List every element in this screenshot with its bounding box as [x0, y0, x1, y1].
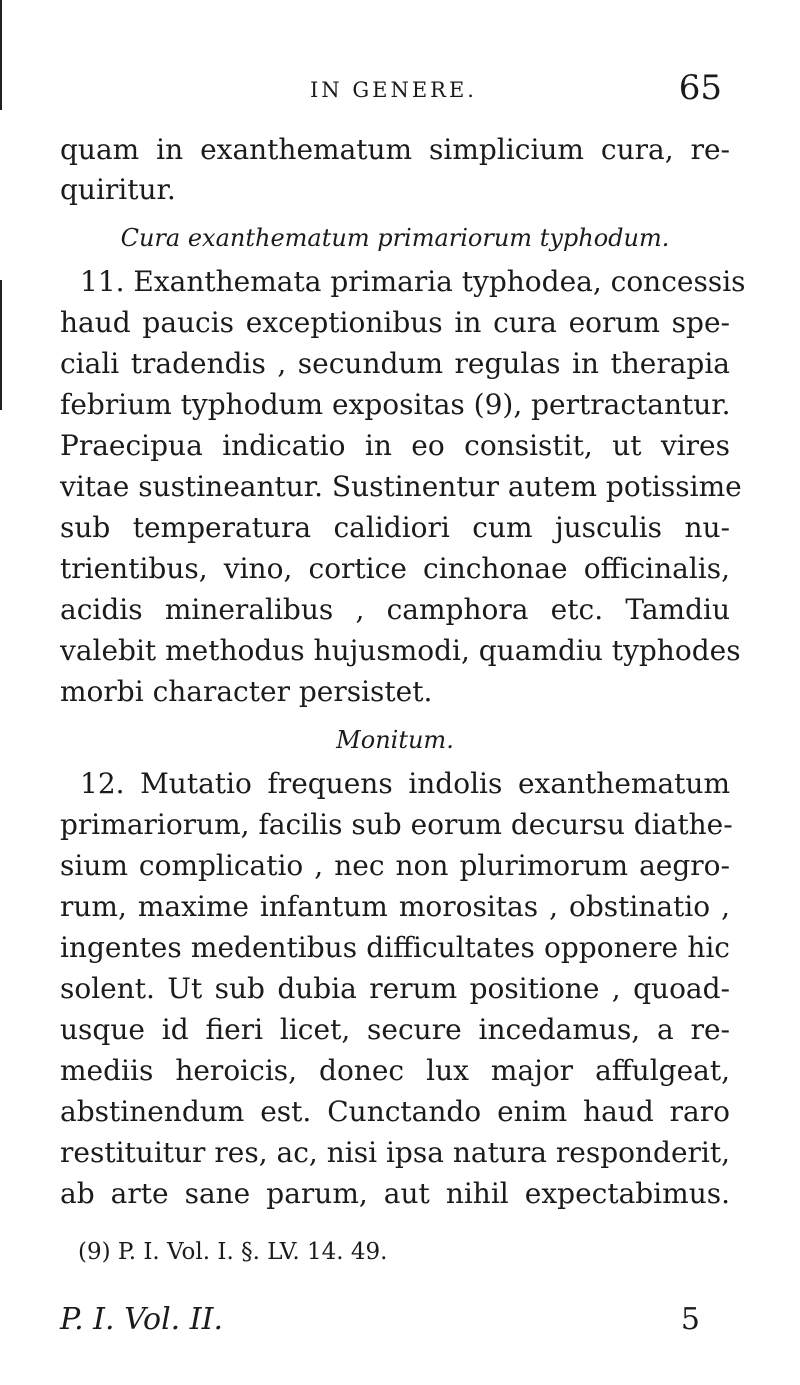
binding-edge-top	[0, 0, 2, 110]
text-line: 11. Exanthemata primaria typhodea, concessis	[80, 265, 746, 298]
signature-number: 5	[680, 1302, 700, 1337]
text-line: primariorum, facilis sub eorum decursu diathe-	[60, 808, 733, 841]
text-line: ab arte sane parum, aut nihil expectabimus.	[60, 1177, 730, 1210]
text-line: solent. Ut sub dubia rerum positione , quoad-	[60, 972, 730, 1005]
text-line: acidis mineralibus , camphora etc. Tamdiu	[60, 593, 730, 626]
text-line: rum, maxime infantum morositas , obstinatio ,	[60, 890, 730, 923]
footnote: (9) P. I. Vol. I. §. LV. 14. 49.	[78, 1239, 388, 1265]
text-line: abstinendum est. Cunctando enim haud raro	[60, 1095, 730, 1128]
signature-text: P. I. Vol. II.	[60, 1302, 223, 1337]
text-line: 12. Mutatio frequens indolis exanthematum	[80, 767, 730, 800]
text-line: sium complicatio , nec non plurimorum aegro-	[60, 849, 730, 882]
text-line: haud paucis exceptionibus in cura eorum spe-	[60, 306, 730, 339]
text-line: quiritur.	[60, 173, 176, 206]
text-line: sub temperatura calidiori cum jusculis nu-	[60, 511, 730, 544]
section-heading: Cura exanthematum primariorum typhodum.	[120, 224, 670, 252]
text-line: restituitur res, ac, nisi ipsa natura responderit,	[60, 1136, 730, 1169]
text-line: usque id fieri licet, secure incedamus, a re-	[60, 1013, 730, 1046]
text-line: Praecipua indicatio in eo consistit, ut vires	[60, 429, 730, 462]
text-line: ingentes medentibus difficultates opponere hic	[60, 931, 730, 964]
text-line: quam in exanthematum simplicium cura, re-	[60, 133, 730, 166]
text-line: morbi character persistet.	[60, 675, 433, 708]
text-line: febrium typhodum expositas (9), pertractantur.	[60, 388, 731, 421]
section-heading: Monitum.	[336, 726, 454, 754]
binding-edge-bottom	[0, 280, 2, 410]
page-number: 65	[678, 68, 722, 108]
text-line: trientibus, vino, cortice cinchonae officinalis,	[60, 552, 730, 585]
text-line: vitae sustineantur. Sustinentur autem potissime	[60, 470, 742, 503]
text-line: valebit methodus hujusmodi, quamdiu typhodes	[60, 634, 741, 667]
printer-signature	[60, 1302, 700, 1337]
running-header: IN GENERE.	[310, 78, 477, 102]
text-line: ciali tradendis , secundum regulas in therapia	[60, 347, 730, 380]
text-line: mediis heroicis, donec lux major affulgeat,	[60, 1054, 730, 1087]
